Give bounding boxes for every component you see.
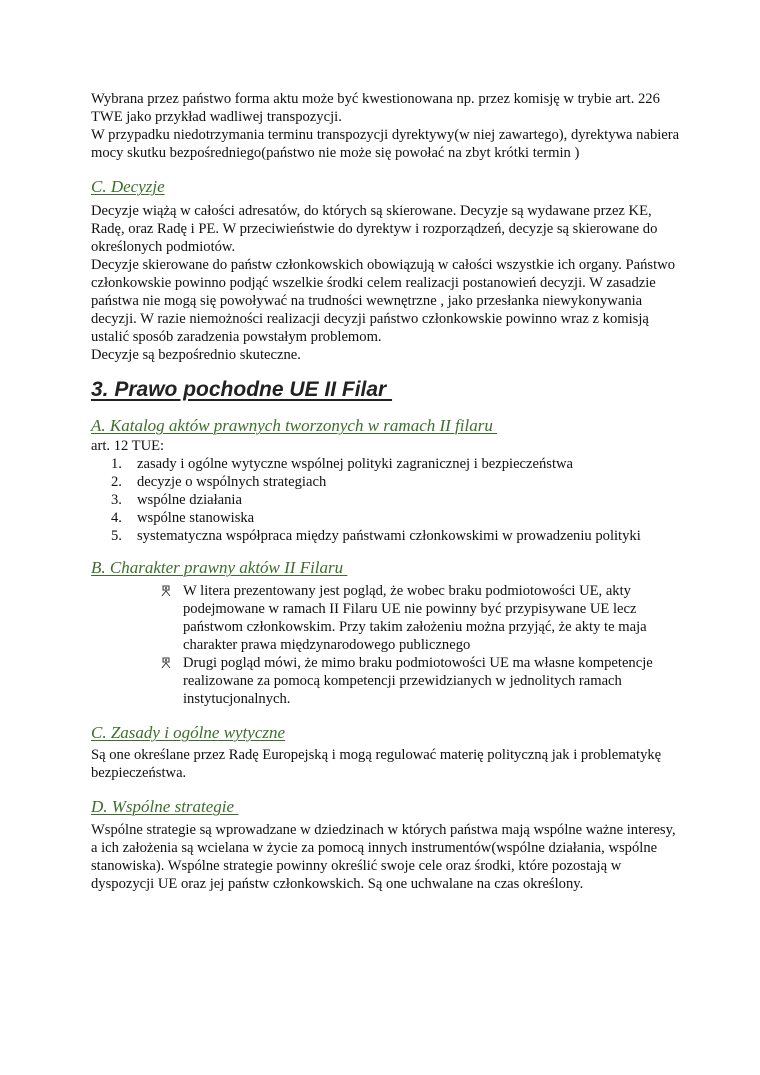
list-item-number: 5. <box>111 528 122 544</box>
decyzje-paragraph-2: Decyzje skierowane do państw członkowskich obowiązują w całości wszystkie ich organy. Państwo członkowskie powinno podjąć wszelkie środki celem realizacji postanowień decyzji. W zasadzie państwa nie mogą się powoływać na trudności wewnętrzne , jako przesłanka niewykonywania decyzji. W razie niemożności realizacji decyzji państwo członkowskie powinno wraz z komisją ustalić sposób zaradzenia powstałym problemom. <box>91 257 675 345</box>
strategie-paragraph: Wspólne strategie są wprowadzane w dziedzinach w których państwa mają wspólne ważne interesy, a ich założenia są wcielana w życie za pomocą innych instrumentów(wspólne działania, wspólne stanowiska). Wspólne strategie powinny określić swoje cele oraz środki, które pozostają w dyspozycji UE oraz jej państw członkowskich. Są one uchwalane na czas określony. <box>91 822 676 892</box>
list-item <box>91 473 681 491</box>
decorative-bullet-icon <box>160 585 172 597</box>
list-item-text: W litera prezentowany jest pogląd, że wobec braku podmiotowości UE, akty podejmowane w ramach II Filaru UE nie powinny być przypisywane UE lecz państwom członkowskim. Przy takim założeniu można przyjąć, że akty te maja charakter prawa międzynarodowego publicznego <box>183 583 647 653</box>
list-item-text: decyzje o wspólnych strategiach <box>137 474 327 490</box>
decyzje-paragraph-1: Decyzje wiążą w całości adresatów, do których są skierowane. Decyzje są wydawane przez KE, Radę, oraz Radę i PE. W przeciwieństwie do dyrektyw i rozporządzeń, decyzje są skierowane do określonych podmiotów. <box>91 203 658 255</box>
intro-paragraph-2: W przypadku niedotrzymania terminu transpozycji dyrektywy(w niej zawartego), dyrektywa nabiera mocy skutku bezpośredniego(państwo nie może się powołać na zbyt krótki termin ) <box>91 127 680 161</box>
zasady-section <box>91 722 681 782</box>
list-item <box>91 582 681 654</box>
list-item <box>91 527 681 545</box>
decorative-bullet-icon <box>160 657 172 669</box>
list-item-number: 3. <box>111 492 122 508</box>
katalog-heading: A. Katalog aktów prawnych tworzonych w ramach II filaru <box>91 416 498 435</box>
decyzje-paragraph-3: Decyzje są bezpośrednio skuteczne. <box>91 347 301 363</box>
katalog-list <box>91 455 681 545</box>
list-item <box>91 509 681 527</box>
decyzje-heading: C. Decyzje <box>91 177 165 196</box>
zasady-heading: C. Zasady i ogólne wytyczne <box>91 723 286 742</box>
intro-section <box>91 90 681 162</box>
charakter-section <box>91 557 681 708</box>
charakter-list <box>91 582 681 708</box>
document-page <box>91 90 681 893</box>
list-item-number: 4. <box>111 510 122 526</box>
intro-paragraph-1: Wybrana przez państwo forma aktu może być kwestionowana np. przez komisję w trybie art. 226 TWE jako przykład wadliwej transpozycji. <box>91 91 660 125</box>
zasady-paragraph: Są one określane przez Radę Europejską i mogą regulować materię polityczną jak i problematykę bezpieczeństwa. <box>91 747 662 781</box>
charakter-heading: B. Charakter prawny aktów II Filaru <box>91 558 348 577</box>
list-item <box>91 455 681 473</box>
list-item-text: wspólne działania <box>137 492 242 508</box>
list-item-number: 2. <box>111 474 122 490</box>
katalog-section <box>91 415 681 545</box>
list-item-text: zasady i ogólne wytyczne wspólnej polityki zagranicznej i bezpieczeństwa <box>137 456 574 472</box>
section-3-heading: 3. Prawo pochodne UE II Filar <box>91 378 393 401</box>
list-item-text: systematyczna współpraca między państwami członkowskimi w prowadzeniu polityki <box>137 528 641 544</box>
decyzje-section <box>91 176 681 364</box>
katalog-intro: art. 12 TUE: <box>91 438 165 454</box>
strategie-section <box>91 796 681 893</box>
list-item-text: wspólne stanowiska <box>137 510 255 526</box>
section-3 <box>91 377 681 403</box>
strategie-heading: D. Wspólne strategie <box>91 797 239 816</box>
list-item-text: Drugi pogląd mówi, że mimo braku podmiotowości UE ma własne kompetencje realizowane za pomocą kompetencji przewidzianych w jednolitych ramach instytucjonalnych. <box>183 655 653 707</box>
list-item-number: 1. <box>111 456 122 472</box>
list-item <box>91 654 681 708</box>
list-item <box>91 491 681 509</box>
